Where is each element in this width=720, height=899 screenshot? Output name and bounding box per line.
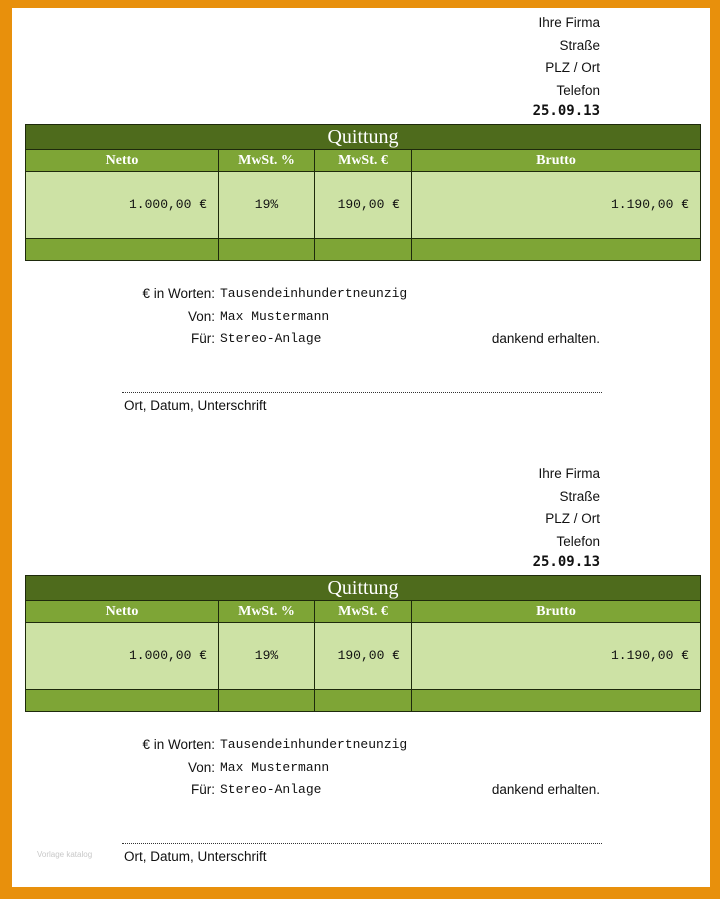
footer-cell [412, 239, 700, 260]
receipt [12, 8, 710, 448]
header-netto: Netto [26, 150, 219, 171]
sender-street: Straße [559, 37, 600, 53]
sender-city: PLZ / Ort [545, 511, 600, 526]
value-brutto: 1.190,00 € [610, 648, 689, 663]
receipt-page [12, 8, 710, 887]
field-for [12, 782, 710, 802]
receipt-date: 25.09.13 [532, 103, 600, 119]
thanks-text: dankend erhalten. [491, 782, 600, 797]
sender-phone: Telefon [556, 82, 600, 98]
from-label: Von: [187, 760, 215, 775]
field-from [12, 760, 710, 780]
header-mwst-euro: MwSt. € [315, 150, 412, 171]
header-netto: Netto [26, 601, 219, 622]
header-brutto: Brutto [536, 604, 576, 619]
value-mwst-euro: 190,00 € [315, 172, 412, 238]
for-value: Stereo-Anlage [220, 782, 322, 797]
watermark-text: Vorlage katalog [37, 850, 93, 859]
sender-city: PLZ / Ort [545, 60, 600, 75]
field-in-words [12, 286, 710, 306]
header-mwst-percent: MwSt. % [219, 150, 315, 171]
table-value-row [26, 172, 700, 239]
value-netto: 1.000,00 € [26, 172, 219, 238]
value-mwst-percent: 19% [219, 172, 315, 238]
in-words-label: € in Worten: [142, 286, 215, 301]
header-brutto: Brutto [536, 153, 576, 168]
table-header-row [26, 601, 700, 623]
field-from [12, 309, 710, 329]
table-footer-row [26, 690, 700, 711]
footer-cell [219, 239, 315, 260]
signature-label: Ort, Datum, Unterschrift [124, 398, 267, 413]
header-mwst-euro: MwSt. € [315, 601, 412, 622]
field-for [12, 331, 710, 351]
for-value: Stereo-Anlage [220, 331, 322, 346]
table-value-row [26, 623, 700, 690]
footer-cell [26, 690, 219, 711]
signature-label: Ort, Datum, Unterschrift [124, 849, 267, 864]
sender-block [533, 12, 600, 121]
thanks-text: dankend erhalten. [491, 331, 600, 346]
table-header-row [26, 150, 700, 172]
sender-company: Ihre Firma [538, 466, 600, 481]
from-value: Max Mustermann [220, 309, 330, 324]
from-label: Von: [187, 309, 215, 324]
from-value: Max Mustermann [220, 760, 330, 775]
sender-block [533, 463, 600, 572]
field-in-words [12, 737, 710, 757]
footer-cell [26, 239, 219, 260]
footer-cell [315, 690, 412, 711]
footer-cell [315, 239, 412, 260]
value-mwst-percent: 19% [219, 623, 315, 689]
table-footer-row [26, 239, 700, 260]
footer-cell [412, 690, 700, 711]
signature-line [122, 843, 602, 844]
value-brutto: 1.190,00 € [610, 197, 689, 212]
receipt-title: Quittung [26, 576, 700, 601]
signature-line [122, 392, 602, 393]
for-label: Für: [190, 782, 215, 797]
sender-phone: Telefon [556, 533, 600, 549]
in-words-value: Tausendeinhundertneunzig [220, 737, 408, 752]
receipt-table [25, 575, 701, 712]
header-mwst-percent: MwSt. % [219, 601, 315, 622]
receipt-title: Quittung [26, 125, 700, 150]
in-words-label: € in Worten: [142, 737, 215, 752]
value-netto: 1.000,00 € [26, 623, 219, 689]
sender-street: Straße [559, 488, 600, 504]
receipt-table [25, 124, 701, 261]
footer-cell [219, 690, 315, 711]
in-words-value: Tausendeinhundertneunzig [220, 286, 408, 301]
value-mwst-euro: 190,00 € [315, 623, 412, 689]
receipt-date: 25.09.13 [532, 554, 600, 570]
receipt [12, 459, 710, 899]
sender-company: Ihre Firma [538, 15, 600, 30]
for-label: Für: [190, 331, 215, 346]
